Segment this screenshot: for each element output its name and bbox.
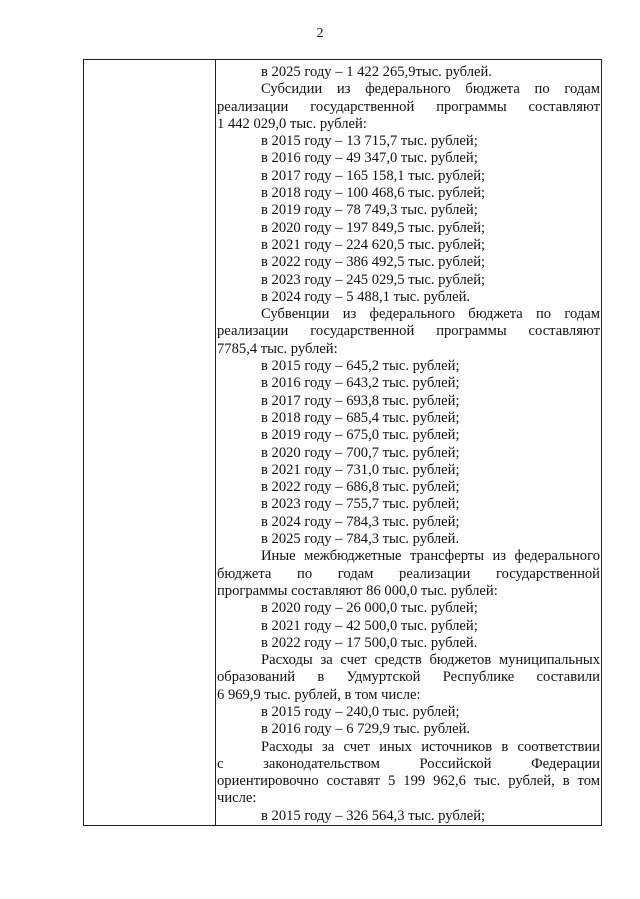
- table-content-cell: [217, 64, 600, 825]
- text-line: в 2022 году – 386 492,5 тыс. рублей;: [261, 254, 486, 271]
- text-line: Субсидии из федерального бюджета по годам: [261, 81, 600, 98]
- text-line: бюджета по годам реализации государственной: [217, 565, 600, 582]
- text-line: в 2022 году – 686,8 тыс. рублей;: [261, 479, 460, 496]
- text-line: Субвенции из федерального бюджета по годам: [261, 306, 600, 323]
- text-line: в 2024 году – 5 488,1 тыс. рублей.: [261, 288, 471, 305]
- column-divider: [215, 60, 216, 825]
- text-line: образований в Удмуртской Республике составили: [217, 669, 600, 686]
- text-line: числе:: [217, 790, 257, 807]
- page-number: 2: [316, 26, 324, 41]
- text-line: реализации государственной программы составляют: [217, 98, 600, 115]
- text-line: в 2019 году – 675,0 тыс. рублей;: [261, 427, 460, 444]
- text-line: в 2025 году – 784,3 тыс. рублей.: [261, 531, 460, 548]
- text-line: в 2021 году – 42 500,0 тыс. рублей;: [261, 617, 478, 634]
- text-line: в 2017 году – 165 158,1 тыс. рублей;: [261, 167, 486, 184]
- text-line: программы составляют 86 000,0 тыс. рублей:: [217, 582, 498, 599]
- text-line: в 2015 году – 326 564,3 тыс. рублей;: [261, 807, 486, 824]
- text-line: Расходы за счет иных источников в соответствии: [261, 738, 600, 755]
- text-line: 6 969,9 тыс. рублей, в том числе:: [217, 686, 421, 703]
- text-line: в 2021 году – 224 620,5 тыс. рублей;: [261, 236, 486, 253]
- text-line: в 2018 году – 100 468,6 тыс. рублей;: [261, 185, 486, 202]
- text-line: в 2015 году – 645,2 тыс. рублей;: [261, 358, 460, 375]
- text-line: с законодательством Российской Федерации: [217, 755, 600, 772]
- text-line: ориентировочно составят 5 199 962,6 тыс. рублей, в том: [217, 773, 600, 790]
- text-line: в 2016 году – 643,2 тыс. рублей;: [261, 375, 460, 392]
- text-line: в 2020 году – 26 000,0 тыс. рублей;: [261, 600, 478, 617]
- text-line: в 2020 году – 197 849,5 тыс. рублей;: [261, 219, 486, 236]
- text-line: в 2016 году – 6 729,9 тыс. рублей.: [261, 721, 471, 738]
- text-line: в 2021 году – 731,0 тыс. рублей;: [261, 461, 460, 478]
- document-table: [83, 59, 602, 826]
- text-line: в 2017 году – 693,8 тыс. рублей;: [261, 392, 460, 409]
- text-line: в 2018 году – 685,4 тыс. рублей;: [261, 409, 460, 426]
- text-line: Расходы за счет средств бюджетов муниципальных: [261, 652, 600, 669]
- text-line: 1 442 029,0 тыс. рублей:: [217, 115, 367, 132]
- text-line: 7785,4 тыс. рублей:: [217, 340, 338, 357]
- text-line: в 2019 году – 78 749,3 тыс. рублей;: [261, 202, 478, 219]
- text-line: в 2015 году – 13 715,7 тыс. рублей;: [261, 133, 478, 150]
- text-line: Иные межбюджетные трансферты из федерального: [261, 548, 600, 565]
- text-line: в 2023 году – 245 029,5 тыс. рублей;: [261, 271, 486, 288]
- text-line: в 2023 году – 755,7 тыс. рублей;: [261, 496, 460, 513]
- text-line: в 2016 году – 49 347,0 тыс. рублей;: [261, 150, 478, 167]
- text-line: в 2022 году – 17 500,0 тыс. рублей.: [261, 634, 478, 651]
- text-line: в 2024 году – 784,3 тыс. рублей;: [261, 513, 460, 530]
- text-line: в 2015 году – 240,0 тыс. рублей;: [261, 703, 460, 720]
- text-line: реализации государственной программы составляют: [217, 323, 600, 340]
- text-line: в 2025 году – 1 422 265,9тыс. рублей.: [261, 64, 492, 80]
- text-line: в 2020 году – 700,7 тыс. рублей;: [261, 444, 460, 461]
